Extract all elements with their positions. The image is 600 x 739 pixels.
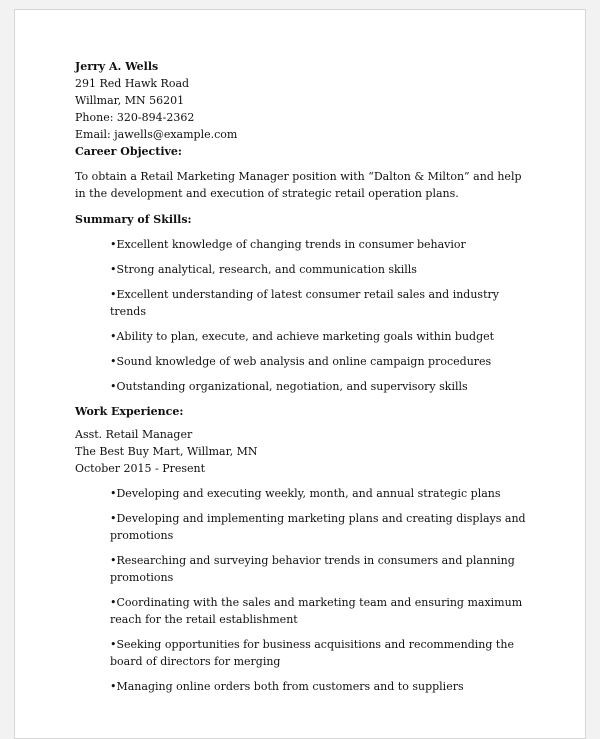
skill-item: •Excellent knowledge of changing trends in consumer behavior	[110, 238, 466, 251]
career-objective-text: To obtain a Retail Marketing Manager position with “Dalton & Milton” and help in the development and execution of strategic retail operation plans.	[75, 170, 522, 200]
skill-item: •Sound knowledge of web analysis and online campaign procedures	[110, 355, 492, 368]
career-objective-heading: Career Objective:	[75, 145, 182, 158]
skills-heading: Summary of Skills:	[75, 213, 192, 226]
job-title: Asst. Retail Manager	[75, 428, 193, 441]
duty-item: •Coordinating with the sales and marketing team and ensuring maximum reach for the retail establishment	[110, 596, 523, 626]
resume-page	[14, 9, 586, 739]
skill-item: •Strong analytical, research, and communication skills	[110, 263, 417, 276]
company-name: The Best Buy Mart, Willmar, MN	[75, 445, 258, 458]
work-duties-list	[75, 485, 535, 695]
skill-item: •Outstanding organizational, negotiation, and supervisory skills	[110, 380, 468, 393]
duty-item: •Developing and implementing marketing plans and creating displays and promotions	[110, 512, 526, 542]
duty-item: •Developing and executing weekly, month, and annual strategic plans	[110, 487, 501, 500]
email-address: Email: jawells@example.com	[75, 128, 238, 141]
work-experience-heading: Work Experience:	[75, 405, 184, 418]
candidate-name: Jerry A. Wells	[75, 60, 159, 73]
resume-content	[75, 58, 535, 703]
phone-number: Phone: 320-894-2362	[75, 111, 195, 124]
duty-item: •Researching and surveying behavior trends in consumers and planning promotions	[110, 554, 515, 584]
street-address: 291 Red Hawk Road	[75, 77, 190, 90]
employment-dates: October 2015 - Present	[75, 462, 206, 475]
skill-item: •Excellent understanding of latest consumer retail sales and industry trends	[110, 288, 499, 318]
skills-list	[75, 236, 535, 395]
city-state-zip: Willmar, MN 56201	[75, 94, 185, 107]
duty-item: •Managing online orders both from customers and to suppliers	[110, 680, 464, 693]
skill-item: •Ability to plan, execute, and achieve marketing goals within budget	[110, 330, 495, 343]
duty-item: •Seeking opportunities for business acquisitions and recommending the board of directors for merging	[110, 638, 514, 668]
